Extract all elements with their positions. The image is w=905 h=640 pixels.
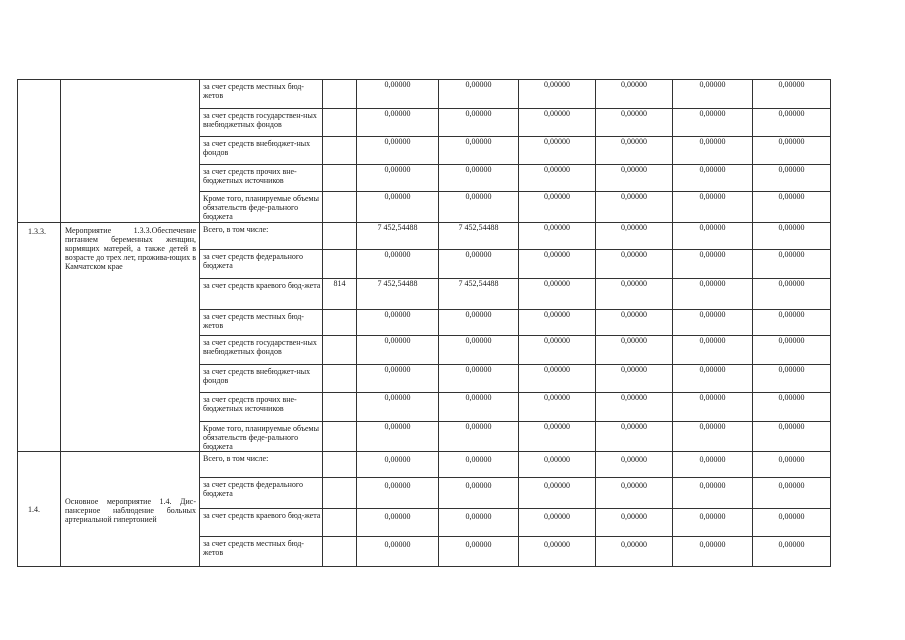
value-cell: 0,00000	[673, 509, 753, 537]
code-cell	[323, 310, 357, 336]
value-cell: 0,00000	[753, 223, 831, 250]
value-cell: 0,00000	[519, 422, 596, 452]
code-cell	[323, 478, 357, 509]
value-cell: 0,00000	[596, 223, 673, 250]
funding-source-cell: за счет средств внебюджет-ных фондов	[200, 137, 323, 165]
funding-source-cell: за счет средств государствен-ных внебюджетных фондов	[200, 336, 323, 365]
value-cell: 0,00000	[357, 80, 439, 109]
value-cell: 0,00000	[673, 336, 753, 365]
table-row	[18, 80, 831, 109]
value-cell: 0,00000	[519, 165, 596, 192]
funding-source-cell: Всего, в том числе:	[200, 452, 323, 478]
value-cell: 0,00000	[439, 452, 519, 478]
value-cell: 0,00000	[596, 250, 673, 279]
value-cell: 0,00000	[357, 336, 439, 365]
value-cell: 0,00000	[357, 310, 439, 336]
value-cell: 0,00000	[753, 137, 831, 165]
code-cell	[323, 109, 357, 137]
funding-source-cell: Кроме того, планируемые объемы обязательств феде-рального бюджета	[200, 422, 323, 452]
value-cell: 0,00000	[519, 509, 596, 537]
value-cell: 0,00000	[673, 279, 753, 310]
funding-source-cell: за счет средств местных бюд-жетов	[200, 310, 323, 336]
value-cell: 0,00000	[673, 165, 753, 192]
value-cell: 7 452,54488	[357, 279, 439, 310]
value-cell: 0,00000	[596, 393, 673, 422]
value-cell: 0,00000	[357, 192, 439, 223]
value-cell: 0,00000	[519, 310, 596, 336]
value-cell: 0,00000	[753, 250, 831, 279]
value-cell: 0,00000	[673, 365, 753, 393]
funding-source-cell: Кроме того, планируемые объемы обязательств феде-рального бюджета	[200, 192, 323, 223]
value-cell: 0,00000	[673, 223, 753, 250]
code-cell	[323, 165, 357, 192]
index-cell: 1.3.3.	[18, 223, 61, 452]
value-cell: 0,00000	[519, 109, 596, 137]
value-cell: 0,00000	[357, 365, 439, 393]
value-cell: 0,00000	[357, 509, 439, 537]
value-cell: 0,00000	[357, 422, 439, 452]
value-cell: 0,00000	[596, 365, 673, 393]
value-cell: 0,00000	[596, 336, 673, 365]
value-cell: 0,00000	[596, 165, 673, 192]
value-cell: 0,00000	[357, 393, 439, 422]
value-cell: 0,00000	[439, 137, 519, 165]
funding-source-cell: Всего, в том числе:	[200, 223, 323, 250]
code-cell	[323, 452, 357, 478]
value-cell: 0,00000	[519, 393, 596, 422]
value-cell: 0,00000	[439, 192, 519, 223]
value-cell: 0,00000	[357, 137, 439, 165]
value-cell: 0,00000	[596, 537, 673, 567]
value-cell: 0,00000	[753, 336, 831, 365]
activity-name-cell	[61, 80, 200, 223]
value-cell: 0,00000	[596, 80, 673, 109]
value-cell: 0,00000	[519, 365, 596, 393]
value-cell: 0,00000	[753, 109, 831, 137]
value-cell: 0,00000	[753, 393, 831, 422]
value-cell: 0,00000	[673, 537, 753, 567]
funding-source-cell: за счет средств краевого бюд-жета	[200, 509, 323, 537]
value-cell: 0,00000	[519, 192, 596, 223]
code-cell	[323, 223, 357, 250]
value-cell: 0,00000	[753, 365, 831, 393]
value-cell: 0,00000	[673, 80, 753, 109]
funding-source-cell: за счет средств внебюджет-ных фондов	[200, 365, 323, 393]
value-cell: 0,00000	[673, 109, 753, 137]
code-cell	[323, 393, 357, 422]
value-cell: 0,00000	[753, 192, 831, 223]
value-cell: 0,00000	[357, 478, 439, 509]
table-row	[18, 452, 831, 478]
index-cell	[18, 80, 61, 223]
value-cell: 0,00000	[673, 137, 753, 165]
value-cell: 0,00000	[596, 422, 673, 452]
value-cell: 0,00000	[673, 393, 753, 422]
index-cell: 1.4.	[18, 452, 61, 567]
value-cell: 0,00000	[596, 310, 673, 336]
budget-table	[17, 79, 831, 567]
value-cell: 0,00000	[357, 165, 439, 192]
value-cell: 0,00000	[673, 192, 753, 223]
value-cell: 0,00000	[753, 509, 831, 537]
value-cell: 0,00000	[439, 478, 519, 509]
value-cell: 0,00000	[596, 137, 673, 165]
value-cell: 0,00000	[673, 250, 753, 279]
funding-source-cell: за счет средств краевого бюд-жета	[200, 279, 323, 310]
value-cell: 0,00000	[439, 509, 519, 537]
value-cell: 0,00000	[519, 80, 596, 109]
code-cell	[323, 365, 357, 393]
value-cell: 0,00000	[519, 478, 596, 509]
value-cell: 0,00000	[596, 452, 673, 478]
code-cell: 814	[323, 279, 357, 310]
value-cell: 0,00000	[596, 109, 673, 137]
value-cell: 0,00000	[357, 250, 439, 279]
value-cell: 0,00000	[673, 422, 753, 452]
code-cell	[323, 422, 357, 452]
code-cell	[323, 509, 357, 537]
code-cell	[323, 80, 357, 109]
funding-source-cell: за счет средств местных бюд-жетов	[200, 80, 323, 109]
value-cell: 0,00000	[673, 452, 753, 478]
value-cell: 0,00000	[753, 452, 831, 478]
value-cell: 0,00000	[519, 279, 596, 310]
funding-source-cell: за счет средств федерального бюджета	[200, 478, 323, 509]
code-cell	[323, 137, 357, 165]
value-cell: 0,00000	[519, 223, 596, 250]
code-cell	[323, 192, 357, 223]
value-cell: 7 452,54488	[357, 223, 439, 250]
value-cell: 0,00000	[519, 250, 596, 279]
value-cell: 0,00000	[439, 422, 519, 452]
value-cell: 0,00000	[596, 192, 673, 223]
value-cell: 0,00000	[357, 452, 439, 478]
value-cell: 0,00000	[753, 310, 831, 336]
code-cell	[323, 250, 357, 279]
value-cell: 7 452,54488	[439, 223, 519, 250]
value-cell: 0,00000	[673, 310, 753, 336]
value-cell: 0,00000	[673, 478, 753, 509]
value-cell: 0,00000	[753, 537, 831, 567]
value-cell: 0,00000	[753, 478, 831, 509]
activity-name-cell: Мероприятие 1.3.3.Обеспечение питанием беременных женщин, кормящих матерей, а также детей в возрасте до трех лет, прожива-ющих в Камчатском крае	[61, 223, 200, 452]
value-cell: 0,00000	[357, 109, 439, 137]
value-cell: 0,00000	[439, 393, 519, 422]
value-cell: 0,00000	[439, 165, 519, 192]
value-cell: 0,00000	[519, 537, 596, 567]
value-cell: 0,00000	[753, 165, 831, 192]
value-cell: 0,00000	[439, 537, 519, 567]
funding-source-cell: за счет средств местных бюд-жетов	[200, 537, 323, 567]
funding-source-cell: за счет средств федерального бюджета	[200, 250, 323, 279]
value-cell: 0,00000	[753, 422, 831, 452]
value-cell: 0,00000	[753, 80, 831, 109]
value-cell: 0,00000	[753, 279, 831, 310]
value-cell: 0,00000	[519, 336, 596, 365]
funding-source-cell: за счет средств государствен-ных внебюджетных фондов	[200, 109, 323, 137]
value-cell: 0,00000	[439, 365, 519, 393]
value-cell: 0,00000	[519, 452, 596, 478]
value-cell: 0,00000	[596, 509, 673, 537]
value-cell: 0,00000	[519, 137, 596, 165]
value-cell: 0,00000	[357, 537, 439, 567]
value-cell: 0,00000	[596, 279, 673, 310]
code-cell	[323, 336, 357, 365]
value-cell: 0,00000	[596, 478, 673, 509]
value-cell: 0,00000	[439, 109, 519, 137]
funding-source-cell: за счет средств прочих вне-бюджетных источников	[200, 393, 323, 422]
value-cell: 0,00000	[439, 310, 519, 336]
value-cell: 0,00000	[439, 250, 519, 279]
code-cell	[323, 537, 357, 567]
value-cell: 0,00000	[439, 80, 519, 109]
value-cell: 0,00000	[439, 336, 519, 365]
table-row	[18, 223, 831, 250]
activity-name-cell: Основное мероприятие 1.4. Дис-пансерное наблюдение больных артериальной гипертонией	[61, 452, 200, 567]
funding-source-cell: за счет средств прочих вне-бюджетных источников	[200, 165, 323, 192]
value-cell: 7 452,54488	[439, 279, 519, 310]
